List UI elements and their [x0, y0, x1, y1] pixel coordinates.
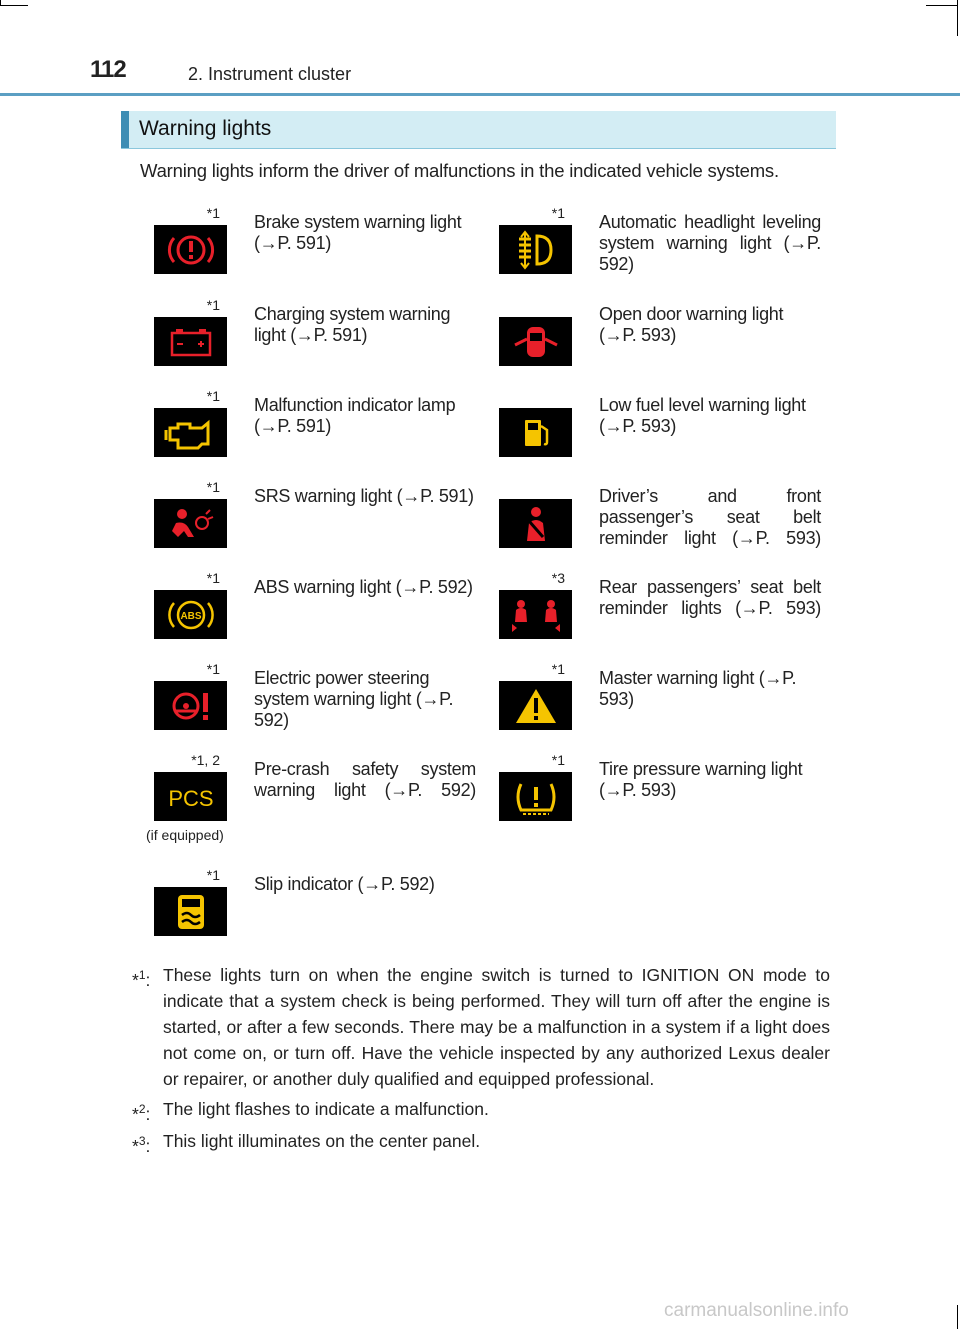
- footnote-ref: *1, 2: [191, 752, 220, 768]
- footnote-star: *: [132, 1103, 139, 1124]
- svg-text:PCS: PCS: [167, 785, 214, 811]
- warning-light-description: Tire pressure warning light (→P. 593): [599, 759, 803, 800]
- fuel-pump-icon: [499, 408, 572, 457]
- master-warning-icon: [499, 681, 572, 730]
- footnote-ref: *1: [206, 867, 220, 883]
- crop-mark: [957, 1305, 958, 1329]
- warning-light-entry: [121, 205, 466, 293]
- warning-light-description: Pre-crash safety system warning light (→P. 592): [254, 759, 476, 800]
- warning-light-entry: [466, 205, 821, 293]
- warning-light-entry: [121, 867, 466, 955]
- footnote-star: *: [132, 969, 139, 990]
- slip-indicator-icon: [154, 887, 227, 936]
- airbag-icon: [154, 499, 227, 548]
- section-accent-bar: [121, 111, 129, 148]
- warning-light-description: Automatic headlight leveling system warning light (→P. 592): [599, 212, 821, 274]
- footnote-text: This light illuminates on the center panel.: [163, 1131, 481, 1151]
- warning-light-description: Driver’s and front passenger’s seat belt reminder light (→P. 593): [599, 486, 821, 548]
- warning-light-description: Charging system warning light (→P. 591): [254, 304, 451, 345]
- warning-light-description: Slip indicator (→P. 592): [254, 874, 435, 894]
- warning-light-description: ABS warning light (→P. 592): [254, 577, 473, 597]
- crop-mark: [926, 5, 958, 6]
- open-door-icon: [499, 317, 572, 366]
- warning-light-description: Rear passengers’ seat belt reminder lights (→P. 593): [599, 577, 821, 618]
- footnote-ref: *1: [206, 661, 220, 677]
- abs-icon: [154, 590, 227, 639]
- steering-warning-icon: [154, 681, 227, 730]
- svg-text:ABS: ABS: [179, 610, 202, 622]
- warning-light-entry: [466, 391, 811, 476]
- footnote-text: These lights turn on when the engine switch is turned to IGNITION ON mode to indicate that a system check is being performed. They will turn off after the engine is started, or after a few seconds. There may be a malfunction in a system if a light does not come on, or turn off. Have the vehicle inspected by any authorized Lexus dealer or repairer, or another duly qualified and equipped professional.: [163, 965, 830, 1089]
- warning-light-description: Electric power steering system warning light (→P. 592): [254, 668, 454, 730]
- warning-light-entry: [121, 570, 473, 658]
- section-title: Warning lights: [139, 117, 272, 140]
- footnote-ref: *1: [551, 661, 565, 677]
- footnote-ref: *1: [551, 205, 565, 221]
- footnote-star: *: [132, 1135, 139, 1156]
- warning-light-entry: [466, 570, 821, 658]
- if-equipped-note: (if equipped): [146, 827, 224, 843]
- warning-light-entry: [466, 661, 811, 749]
- warning-light-entry: [121, 752, 476, 843]
- battery-icon: [154, 317, 227, 366]
- tire-pressure-icon: [499, 772, 572, 821]
- warning-light-entry: [121, 661, 466, 749]
- footnote-ref: *1: [206, 388, 220, 404]
- headlight-leveling-icon: [499, 225, 572, 274]
- warning-light-entry: [121, 388, 466, 476]
- footnote-ref: *3: [551, 570, 565, 586]
- footnote-mark: *$^2$:: [132, 1102, 151, 1124]
- intro-text: Warning lights inform the driver of malfunctions in the indicated vehicle systems.: [140, 160, 779, 181]
- warning-light-entry: [121, 297, 466, 385]
- pcs-icon: [154, 772, 227, 821]
- warning-light-entry: [466, 482, 821, 567]
- footnote-ref: *1: [206, 297, 220, 313]
- crop-mark: [0, 5, 28, 6]
- footnote-ref: *1: [206, 205, 220, 221]
- footnote-number: 1: [138, 968, 146, 982]
- footnote-text: The light flashes to indicate a malfunction.: [163, 1099, 489, 1119]
- footnote-mark: *$^3$:: [132, 1134, 151, 1156]
- engine-icon: [154, 408, 227, 457]
- footnote-ref: *1: [206, 570, 220, 586]
- warning-light-description: Master warning light (→P. 593): [599, 668, 797, 709]
- footnote-mark: *$^1$:: [132, 968, 151, 990]
- rear-seatbelt-icon: [499, 590, 572, 639]
- header-rule: [0, 93, 960, 96]
- warning-light-entry: [466, 752, 811, 840]
- warning-light-description: Open door warning light (→P. 593): [599, 304, 784, 345]
- warning-light-description: SRS warning light (→P. 591): [254, 486, 474, 506]
- watermark: carmanualsonline.info: [664, 1300, 849, 1321]
- page-number: 112: [90, 56, 126, 83]
- warning-light-description: Malfunction indicator lamp (→P. 591): [254, 395, 456, 436]
- page-header: [0, 50, 960, 96]
- footnote-ref: *1: [551, 752, 565, 768]
- warning-light-entry: [121, 479, 474, 567]
- warning-light-description: Low fuel level warning light (→P. 593): [599, 395, 806, 436]
- seatbelt-icon: [499, 499, 572, 548]
- brake-warning-icon: [154, 225, 227, 274]
- footnote-number: 3: [138, 1134, 146, 1148]
- section-heading: [121, 111, 836, 149]
- warning-light-entry: [466, 300, 811, 385]
- chapter-title: 2. Instrument cluster: [188, 64, 352, 84]
- footnote-number: 2: [138, 1102, 146, 1116]
- warning-light-description: Brake system warning light (→P. 591): [254, 212, 462, 253]
- footnote-ref: *1: [206, 479, 220, 495]
